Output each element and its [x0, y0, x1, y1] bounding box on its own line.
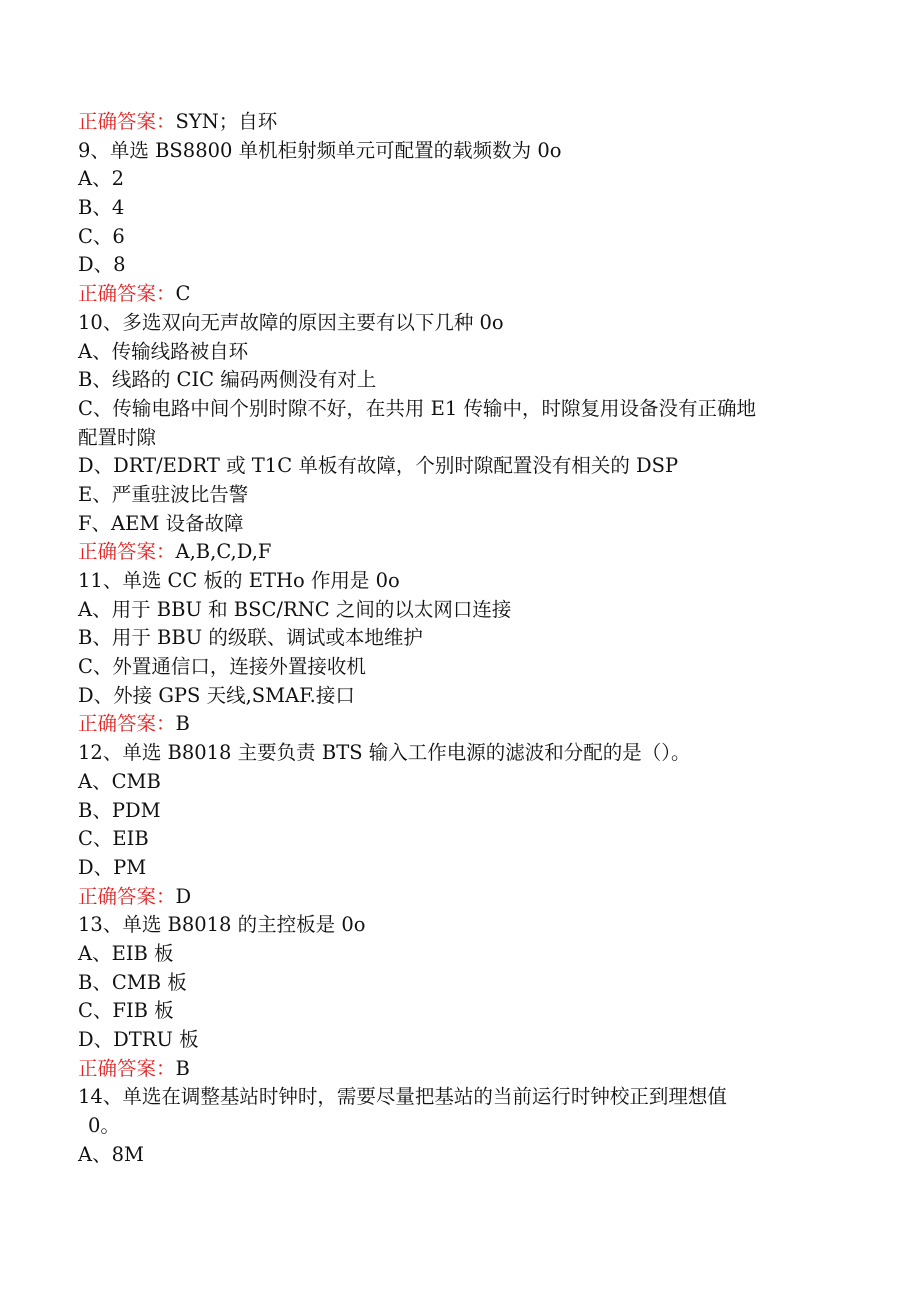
option-line: C、6 — [78, 224, 125, 248]
option-line: A、EIB 板 — [78, 941, 174, 965]
option-line: C、传输电路中间个别时隙不好，在共用 E1 传输中，时隙复用设备没有正确地 — [78, 396, 756, 420]
question-line: 9、单选 BS8800 单机柜射频单元可配置的载频数为 0o — [78, 138, 562, 162]
option-line: B、线路的 CIC 编码两侧没有对上 — [78, 368, 377, 392]
question-line: 13、单选 B8018 的主控板是 0o — [78, 913, 366, 937]
document-page — [78, 108, 858, 1169]
question-line: 10、多选双向无声故障的原因主要有以下几种 0o — [78, 310, 504, 334]
answer-label: 正确答案： — [78, 884, 176, 908]
option-line: C、EIB — [78, 827, 149, 851]
option-line: B、用于 BBU 的级联、调试或本地维护 — [78, 626, 423, 650]
answer-label: 正确答案： — [78, 540, 176, 564]
option-line: D、8 — [78, 253, 126, 277]
answer-line — [78, 538, 858, 567]
option-line: 配置时隙 — [78, 425, 157, 449]
option-line: D、DTRU 板 — [78, 1028, 199, 1051]
answer-line — [78, 1055, 858, 1084]
option-line: A、8M — [78, 1142, 144, 1166]
option-line: C、外置通信口，连接外置接收机 — [78, 655, 366, 679]
answer-value: C — [175, 282, 191, 306]
option-line: A、传输线路被自环 — [78, 339, 249, 363]
answer-line — [78, 710, 858, 739]
option-line: B、PDM — [78, 798, 161, 822]
answer-value: B — [175, 1056, 190, 1080]
answer-line — [78, 280, 858, 309]
option-line: B、CMB 板 — [78, 970, 187, 994]
question-line: 14、单选在调整基站时钟时，需要尽量把基站的当前运行时钟校正到理想值 — [78, 1085, 727, 1109]
answer-label: 正确答案： — [78, 1056, 176, 1080]
answer-value: B — [175, 712, 190, 736]
option-line: D、PM — [78, 855, 147, 879]
option-line: B、4 — [78, 196, 125, 220]
option-line: D、外接 GPS 天线,SMAF.接口 — [78, 683, 355, 707]
answer-value: D — [175, 884, 192, 908]
option-line: C、FIB 板 — [78, 999, 174, 1023]
option-line: A、CMB — [78, 769, 161, 793]
answer-value: SYN；自环 — [175, 110, 278, 133]
option-line: F、AEM 设备故障 — [78, 511, 244, 535]
answer-line — [78, 883, 858, 912]
question-line: 12、单选 B8018 主要负责 BTS 输入工作电源的滤波和分配的是（）。 — [78, 741, 691, 765]
answer-label: 正确答案： — [78, 712, 176, 736]
option-line: D、DRT/EDRT 或 T1C 单板有故障，个别时隙配置没有相关的 DSP — [78, 454, 679, 478]
option-line: E、严重驻波比告警 — [78, 482, 249, 506]
option-line: 0。 — [88, 1114, 120, 1138]
answer-line — [78, 108, 858, 137]
question-line: 11、单选 CC 板的 ETHo 作用是 0o — [78, 569, 400, 592]
answer-value: A,B,C,D,F — [175, 540, 272, 564]
option-line: A、用于 BBU 和 BSC/RNC 之间的以太网口连接 — [78, 597, 512, 621]
answer-label: 正确答案： — [78, 282, 176, 306]
option-line: A、2 — [78, 167, 124, 191]
answer-label: 正确答案： — [78, 110, 176, 133]
